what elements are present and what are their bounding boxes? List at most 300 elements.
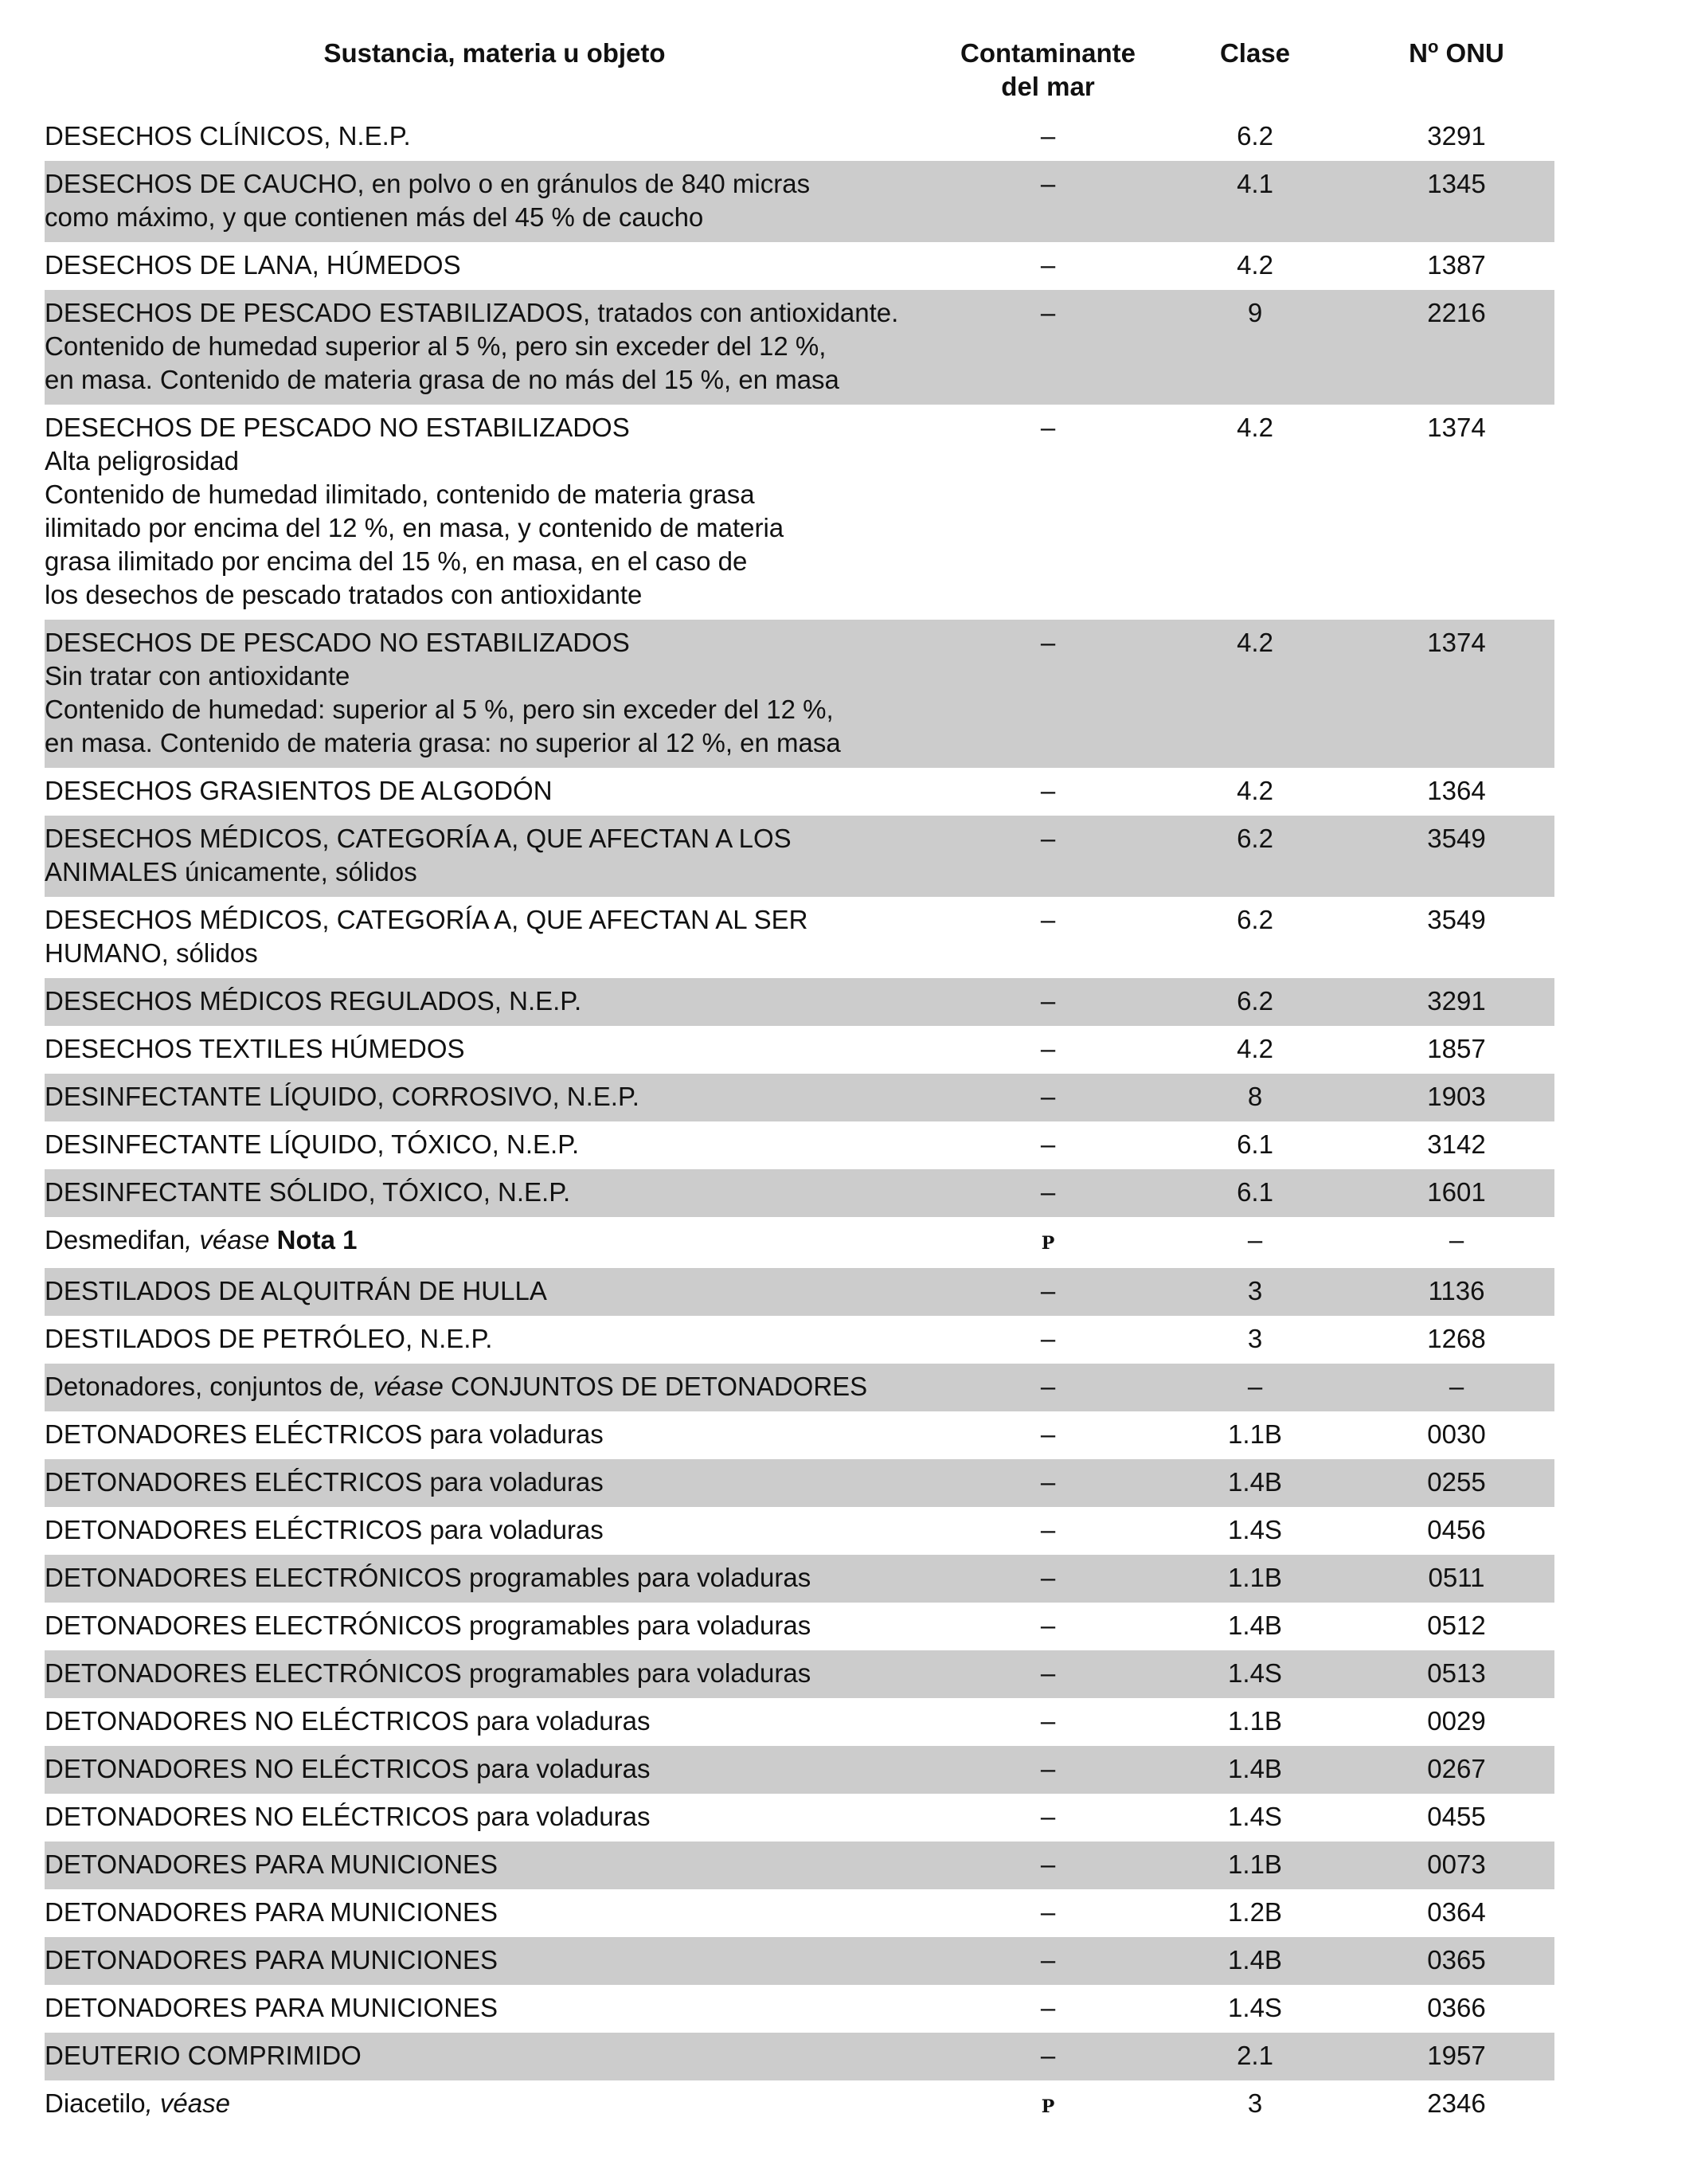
class-cell-value: 3 <box>1247 1276 1263 1305</box>
substance-name-line: DETONADORES NO ELÉCTRICOS para voladuras <box>45 1706 651 1736</box>
marine-pollutant-cell-value: – <box>1040 1177 1056 1207</box>
header-class: Clase <box>1219 38 1291 68</box>
marine-pollutant-cell <box>944 768 1151 816</box>
class-cell <box>1151 1507 1359 1555</box>
substance-name-line: DESTILADOS DE ALQUITRÁN DE HULLA <box>45 1276 547 1305</box>
substance-name-line: DESECHOS DE PESCADO ESTABILIZADOS, tratados con antioxidante. <box>45 298 899 327</box>
substance-name-cell <box>45 897 944 978</box>
table-row <box>45 1698 1554 1746</box>
class-cell <box>1151 2033 1359 2080</box>
marine-pollutant-cell-value: – <box>1040 905 1056 934</box>
marine-pollutant-cell-value: – <box>1040 1945 1056 1975</box>
un-number-cell-value: – <box>1449 1225 1464 1254</box>
header-substance: Sustancia, materia u objeto <box>323 38 666 68</box>
class-cell <box>1151 161 1359 242</box>
marine-pollutant-cell-value: – <box>1040 1034 1056 1063</box>
un-number-cell-value: 1601 <box>1427 1177 1486 1207</box>
un-number-cell <box>1359 1364 1554 1411</box>
substance-name-cell <box>45 978 944 1026</box>
un-number-cell-value: 1957 <box>1427 2041 1486 2070</box>
table-row <box>45 2033 1554 2080</box>
class-cell <box>1151 1411 1359 1459</box>
marine-pollutant-cell-value: – <box>1040 1849 1056 1879</box>
substance-name-cell <box>45 1217 944 1268</box>
class-cell-value: 6.1 <box>1237 1177 1273 1207</box>
un-number-cell <box>1359 2033 1554 2080</box>
marine-pollutant-cell-value: – <box>1040 1467 1056 1497</box>
substance-name-line: HUMANO, sólidos <box>45 938 258 968</box>
class-cell <box>1151 1217 1359 1268</box>
marine-pollutant-cell <box>944 1842 1151 1889</box>
un-number-cell <box>1359 1842 1554 1889</box>
substance-name-cell <box>45 620 944 768</box>
un-number-cell <box>1359 1698 1554 1746</box>
substance-name-cell <box>45 1074 944 1121</box>
marine-pollutant-cell <box>944 290 1151 405</box>
see-reference: , véase <box>358 1372 444 1401</box>
substance-name-cell <box>45 1794 944 1842</box>
substance-name-cell <box>45 768 944 816</box>
un-number-cell-value: 0511 <box>1428 1563 1485 1592</box>
substance-name-line: los desechos de pescado tratados con antioxidante <box>45 580 643 609</box>
un-number-cell <box>1359 1217 1554 1268</box>
class-cell <box>1151 1746 1359 1794</box>
un-number-cell-value: 0366 <box>1427 1993 1486 2022</box>
class-cell-value: 1.2B <box>1228 1897 1282 1927</box>
substance-name-cell <box>45 1746 944 1794</box>
class-cell <box>1151 1842 1359 1889</box>
marine-pollutant-cell <box>944 113 1151 161</box>
class-cell-value: 1.4B <box>1228 1945 1282 1975</box>
un-number-cell-value: 0267 <box>1427 1754 1486 1783</box>
dangerous-goods-table <box>45 32 1554 2131</box>
marine-pollutant-cell-value: – <box>1040 1993 1056 2022</box>
marine-pollutant-cell-value: – <box>1040 1754 1056 1783</box>
un-number-cell <box>1359 897 1554 978</box>
substance-name-line: Contenido de humedad ilimitado, contenido de materia grasa <box>45 479 755 509</box>
substance-name-line: DETONADORES PARA MUNICIONES <box>45 1897 499 1927</box>
un-number-cell <box>1359 1555 1554 1603</box>
substance-name-line: como máximo, y que contienen más del 45 % de caucho <box>45 202 704 232</box>
marine-pollutant-cell <box>944 1316 1151 1364</box>
class-cell-value: 1.1B <box>1228 1849 1282 1879</box>
marine-pollutant-cell <box>944 405 1151 620</box>
table-row <box>45 1364 1554 1411</box>
substance-name-cell <box>45 290 944 405</box>
see-reference: , véase <box>185 1225 277 1254</box>
substance-name-line: DESECHOS MÉDICOS, CATEGORÍA A, QUE AFECTAN A LOS <box>45 824 792 853</box>
table-row <box>45 897 1554 978</box>
class-cell-value: 1.1B <box>1228 1419 1282 1449</box>
substance-name-cell <box>45 1555 944 1603</box>
class-cell <box>1151 1650 1359 1698</box>
un-number-cell-value: 3549 <box>1427 824 1486 853</box>
class-cell <box>1151 405 1359 620</box>
un-number-cell-value: 1345 <box>1427 169 1486 198</box>
un-number-cell-value: 0513 <box>1427 1658 1486 1688</box>
un-number-cell <box>1359 405 1554 620</box>
substance-name-cell <box>45 161 944 242</box>
class-cell <box>1151 1074 1359 1121</box>
class-cell-value: – <box>1247 1225 1263 1254</box>
un-number-cell <box>1359 1121 1554 1169</box>
class-cell <box>1151 1937 1359 1985</box>
un-number-cell-value: 0365 <box>1427 1945 1486 1975</box>
un-number-cell-value: 1374 <box>1427 413 1486 442</box>
marine-pollutant-cell-value: – <box>1040 1658 1056 1688</box>
un-number-cell-value: 2216 <box>1427 298 1486 327</box>
substance-name-cell <box>45 1411 944 1459</box>
table-row <box>45 1074 1554 1121</box>
note-reference: Nota 1 <box>276 1225 358 1254</box>
table-row <box>45 1889 1554 1937</box>
un-number-cell-value: 0455 <box>1427 1802 1486 1831</box>
substance-name-line: ANIMALES únicamente, sólidos <box>45 857 417 887</box>
un-number-cell-value: 1268 <box>1427 1324 1486 1353</box>
table-row <box>45 161 1554 242</box>
un-number-cell <box>1359 290 1554 405</box>
marine-pollutant-cell-value: – <box>1040 250 1056 280</box>
marine-pollutant-cell <box>944 1794 1151 1842</box>
table-row <box>45 1650 1554 1698</box>
substance-name-cell <box>45 242 944 290</box>
substance-name-line: DETONADORES PARA MUNICIONES <box>45 1945 499 1975</box>
class-cell <box>1151 242 1359 290</box>
class-cell <box>1151 1169 1359 1217</box>
substance-name-line: DETONADORES ELÉCTRICOS para voladuras <box>45 1515 604 1544</box>
substance-name-part: CONJUNTOS DE DETONADORES <box>443 1372 868 1401</box>
marine-pollutant-cell <box>944 242 1151 290</box>
table-row <box>45 1507 1554 1555</box>
substance-name-cell <box>45 1268 944 1316</box>
substance-name-line: DESINFECTANTE LÍQUIDO, TÓXICO, N.E.P. <box>45 1129 580 1159</box>
un-number-cell-value: 0255 <box>1427 1467 1486 1497</box>
class-cell-value: 3 <box>1247 2088 1263 2118</box>
substance-name-line: grasa ilimitado por encima del 15 %, en masa, en el caso de <box>45 546 748 576</box>
table-row <box>45 290 1554 405</box>
un-number-cell <box>1359 1169 1554 1217</box>
substance-name-part: Diacetilo <box>45 2088 146 2118</box>
un-number-cell <box>1359 161 1554 242</box>
un-number-cell-value: 0512 <box>1427 1611 1486 1640</box>
class-cell <box>1151 1603 1359 1650</box>
un-number-cell <box>1359 113 1554 161</box>
table-row <box>45 1555 1554 1603</box>
table-row <box>45 242 1554 290</box>
class-cell <box>1151 1459 1359 1507</box>
marine-pollutant-cell-value: – <box>1040 2041 1056 2070</box>
substance-name-line: en masa. Contenido de materia grasa: no superior al 12 %, en masa <box>45 728 841 757</box>
table-row <box>45 1937 1554 1985</box>
substance-name-part: Desmedifan <box>45 1225 186 1254</box>
un-number-cell-value: 1903 <box>1427 1082 1486 1111</box>
table-row <box>45 1794 1554 1842</box>
substance-name-line: DESECHOS DE LANA, HÚMEDOS <box>45 250 461 280</box>
marine-pollutant-cell-value: – <box>1040 986 1056 1016</box>
substance-name-line: Sin tratar con antioxidante <box>45 661 350 691</box>
un-number-cell <box>1359 1603 1554 1650</box>
substance-name-line: DETONADORES ELÉCTRICOS para voladuras <box>45 1419 604 1449</box>
marine-pollutant-cell <box>944 1459 1151 1507</box>
un-number-cell <box>1359 1985 1554 2033</box>
substance-name-cell <box>45 113 944 161</box>
substance-name-cell <box>45 1316 944 1364</box>
marine-pollutant-cell-value: – <box>1040 1419 1056 1449</box>
un-number-cell-value: – <box>1449 1372 1464 1401</box>
marine-pollutant-cell <box>944 1889 1151 1937</box>
marine-pollutant-cell-value: – <box>1040 1563 1056 1592</box>
class-cell-value: 1.4S <box>1228 1993 1282 2022</box>
un-number-cell <box>1359 1268 1554 1316</box>
table-row <box>45 1411 1554 1459</box>
table-row <box>45 1459 1554 1507</box>
marine-pollutant-cell <box>944 1507 1151 1555</box>
table-row <box>45 1985 1554 2033</box>
substance-name-line: DETONADORES NO ELÉCTRICOS para voladuras <box>45 1754 651 1783</box>
un-number-cell <box>1359 1507 1554 1555</box>
substance-name-line: Alta peligrosidad <box>45 446 239 476</box>
header-un-prefix: N <box>1409 38 1428 68</box>
class-cell <box>1151 1316 1359 1364</box>
class-cell <box>1151 2080 1359 2131</box>
table-header-row <box>45 32 1554 113</box>
class-cell-value: 3 <box>1247 1324 1263 1353</box>
class-cell <box>1151 1889 1359 1937</box>
class-cell-value: 1.1B <box>1228 1706 1282 1736</box>
header-un-number <box>1359 32 1554 113</box>
class-cell <box>1151 1698 1359 1746</box>
marine-pollutant-cell-value: – <box>1040 1515 1056 1544</box>
un-number-cell-value: 1364 <box>1427 776 1486 805</box>
marine-pollutant-cell <box>944 1603 1151 1650</box>
un-number-cell <box>1359 620 1554 768</box>
marine-pollutant-cell <box>944 1411 1151 1459</box>
un-number-cell <box>1359 1746 1554 1794</box>
substance-name-cell <box>45 1169 944 1217</box>
dangerous-goods-table-page <box>45 32 1554 2131</box>
un-number-cell-value: 2346 <box>1427 2088 1486 2118</box>
table-row <box>45 1603 1554 1650</box>
table-row <box>45 1268 1554 1316</box>
substance-name-line: DETONADORES ELECTRÓNICOS programables para voladuras <box>45 1611 811 1640</box>
substance-name-line: DESECHOS TEXTILES HÚMEDOS <box>45 1034 465 1063</box>
class-cell <box>1151 1268 1359 1316</box>
class-cell <box>1151 897 1359 978</box>
marine-pollutant-cell <box>944 1650 1151 1698</box>
marine-pollutant-cell <box>944 1937 1151 1985</box>
table-row <box>45 816 1554 897</box>
marine-pollutant-cell-value: – <box>1040 298 1056 327</box>
un-number-cell <box>1359 1411 1554 1459</box>
header-marine-line1: Contaminante <box>960 38 1136 68</box>
substance-name-line: DETONADORES PARA MUNICIONES <box>45 1849 499 1879</box>
table-row <box>45 1842 1554 1889</box>
class-cell <box>1151 978 1359 1026</box>
substance-name-cell <box>45 1937 944 1985</box>
substance-name-cell <box>45 1603 944 1650</box>
class-cell <box>1151 768 1359 816</box>
substance-name-line: DETONADORES ELÉCTRICOS para voladuras <box>45 1467 604 1497</box>
un-number-cell-value: 1136 <box>1428 1276 1485 1305</box>
marine-pollutant-cell <box>944 1026 1151 1074</box>
header-marine-line2: del mar <box>1001 72 1095 101</box>
substance-name-line: DETONADORES ELECTRÓNICOS programables para voladuras <box>45 1658 811 1688</box>
un-number-cell-value: 0073 <box>1427 1849 1486 1879</box>
class-cell-value: 1.4B <box>1228 1611 1282 1640</box>
substance-name-cell <box>45 816 944 897</box>
class-cell-value: – <box>1247 1372 1263 1401</box>
substance-name-line <box>45 1223 944 1257</box>
un-number-cell-value: 3291 <box>1427 121 1486 151</box>
marine-pollutant-cell <box>944 161 1151 242</box>
un-number-cell <box>1359 1937 1554 1985</box>
marine-pollutant-cell <box>944 1698 1151 1746</box>
un-number-cell-value: 3142 <box>1427 1129 1486 1159</box>
see-reference: , véase <box>145 2088 230 2118</box>
substance-name-cell <box>45 1842 944 1889</box>
table-row <box>45 2080 1554 2131</box>
table-row <box>45 1746 1554 1794</box>
un-number-cell <box>1359 1026 1554 1074</box>
substance-name-line: DESINFECTANTE SÓLIDO, TÓXICO, N.E.P. <box>45 1177 571 1207</box>
un-number-cell-value: 0456 <box>1427 1515 1486 1544</box>
class-cell-value: 6.1 <box>1237 1129 1273 1159</box>
marine-pollutant-cell <box>944 620 1151 768</box>
marine-pollutant-cell-value: – <box>1040 1276 1056 1305</box>
substance-name-line: ilimitado por encima del 12 %, en masa, y contenido de materia <box>45 513 784 542</box>
marine-pollutant-cell <box>944 1746 1151 1794</box>
class-cell <box>1151 1794 1359 1842</box>
marine-pollutant-cell-value: – <box>1040 776 1056 805</box>
table-row <box>45 113 1554 161</box>
class-cell <box>1151 620 1359 768</box>
class-cell-value: 8 <box>1247 1082 1263 1111</box>
substance-name-line: DEUTERIO COMPRIMIDO <box>45 2041 362 2070</box>
marine-pollutant-cell-value: P <box>1041 1233 1055 1254</box>
marine-pollutant-cell <box>944 1364 1151 1411</box>
substance-name-line: Contenido de humedad superior al 5 %, pero sin exceder del 12 %, <box>45 331 827 361</box>
un-number-cell <box>1359 2080 1554 2131</box>
substance-name-line: DESECHOS MÉDICOS REGULADOS, N.E.P. <box>45 986 582 1016</box>
marine-pollutant-cell-value: – <box>1040 169 1056 198</box>
class-cell-value: 4.2 <box>1237 1034 1273 1063</box>
substance-name-line: DESECHOS MÉDICOS, CATEGORÍA A, QUE AFECTAN AL SER <box>45 905 808 934</box>
marine-pollutant-cell <box>944 1217 1151 1268</box>
class-cell-value: 6.2 <box>1237 905 1273 934</box>
table-row <box>45 620 1554 768</box>
class-cell <box>1151 290 1359 405</box>
substance-name-part: Detonadores, conjuntos de <box>45 1372 359 1401</box>
class-cell-value: 1.4B <box>1228 1467 1282 1497</box>
marine-pollutant-cell-value: – <box>1040 1897 1056 1927</box>
class-cell-value: 2.1 <box>1237 2041 1273 2070</box>
table-row <box>45 1316 1554 1364</box>
table-row <box>45 978 1554 1026</box>
class-cell-value: 4.2 <box>1237 776 1273 805</box>
substance-name-line: DESECHOS GRASIENTOS DE ALGODÓN <box>45 776 553 805</box>
class-cell-value: 1.4S <box>1228 1658 1282 1688</box>
class-cell-value: 4.2 <box>1237 628 1273 657</box>
substance-name-cell <box>45 2080 944 2131</box>
class-cell-value: 4.2 <box>1237 250 1273 280</box>
substance-name-cell <box>45 1459 944 1507</box>
marine-pollutant-cell <box>944 1268 1151 1316</box>
marine-pollutant-cell <box>944 1555 1151 1603</box>
marine-pollutant-cell-value: – <box>1040 628 1056 657</box>
marine-pollutant-cell-value: – <box>1040 413 1056 442</box>
header-marine-pollutant <box>944 32 1151 113</box>
class-cell-value: 1.4S <box>1228 1515 1282 1544</box>
class-cell-value: 1.1B <box>1228 1563 1282 1592</box>
marine-pollutant-cell <box>944 1985 1151 2033</box>
un-number-cell <box>1359 978 1554 1026</box>
un-number-cell <box>1359 816 1554 897</box>
class-cell-value: 1.4S <box>1228 1802 1282 1831</box>
table-row <box>45 405 1554 620</box>
substance-name-cell <box>45 1121 944 1169</box>
substance-name-line: DESINFECTANTE LÍQUIDO, CORROSIVO, N.E.P. <box>45 1082 639 1111</box>
substance-name-cell <box>45 1650 944 1698</box>
substance-name-line: DESTILADOS DE PETRÓLEO, N.E.P. <box>45 1324 493 1353</box>
class-cell-value: 6.2 <box>1237 824 1273 853</box>
marine-pollutant-cell <box>944 1169 1151 1217</box>
un-number-cell <box>1359 1650 1554 1698</box>
substance-name-line: DESECHOS CLÍNICOS, N.E.P. <box>45 121 411 151</box>
marine-pollutant-cell <box>944 2033 1151 2080</box>
un-number-cell-value: 1374 <box>1427 628 1486 657</box>
substance-name-line <box>45 2087 944 2120</box>
un-number-cell-value: 0029 <box>1427 1706 1486 1736</box>
marine-pollutant-cell-value: – <box>1040 1324 1056 1353</box>
marine-pollutant-cell-value: – <box>1040 1706 1056 1736</box>
table-row <box>45 1121 1554 1169</box>
class-cell-value: 6.2 <box>1237 121 1273 151</box>
class-cell <box>1151 816 1359 897</box>
substance-name-line: Contenido de humedad: superior al 5 %, pero sin exceder del 12 %, <box>45 695 834 724</box>
un-number-cell <box>1359 242 1554 290</box>
substance-name-cell <box>45 1985 944 2033</box>
class-cell-value: 4.1 <box>1237 169 1273 198</box>
marine-pollutant-cell-value: – <box>1040 1372 1056 1401</box>
substance-name-cell <box>45 1507 944 1555</box>
marine-pollutant-cell <box>944 816 1151 897</box>
marine-pollutant-cell-value: – <box>1040 1082 1056 1111</box>
marine-pollutant-cell-value: – <box>1040 121 1056 151</box>
class-cell-value: 4.2 <box>1237 413 1273 442</box>
substance-name-cell <box>45 1026 944 1074</box>
class-cell <box>1151 1121 1359 1169</box>
class-cell-value: 9 <box>1247 298 1263 327</box>
un-number-cell <box>1359 1316 1554 1364</box>
class-cell <box>1151 1555 1359 1603</box>
table-row <box>45 1026 1554 1074</box>
un-number-cell <box>1359 768 1554 816</box>
marine-pollutant-cell <box>944 1121 1151 1169</box>
un-number-cell-value: 3549 <box>1427 905 1486 934</box>
substance-name-line: en masa. Contenido de materia grasa de no más del 15 %, en masa <box>45 365 839 394</box>
marine-pollutant-cell-value: – <box>1040 1129 1056 1159</box>
un-number-cell <box>1359 1074 1554 1121</box>
substance-name-cell <box>45 1889 944 1937</box>
substance-name-cell <box>45 2033 944 2080</box>
un-number-cell <box>1359 1794 1554 1842</box>
class-cell <box>1151 1026 1359 1074</box>
marine-pollutant-cell <box>944 897 1151 978</box>
marine-pollutant-cell-value: – <box>1040 824 1056 853</box>
class-cell-value: 1.4B <box>1228 1754 1282 1783</box>
substance-name-cell <box>45 1364 944 1411</box>
table-row <box>45 768 1554 816</box>
